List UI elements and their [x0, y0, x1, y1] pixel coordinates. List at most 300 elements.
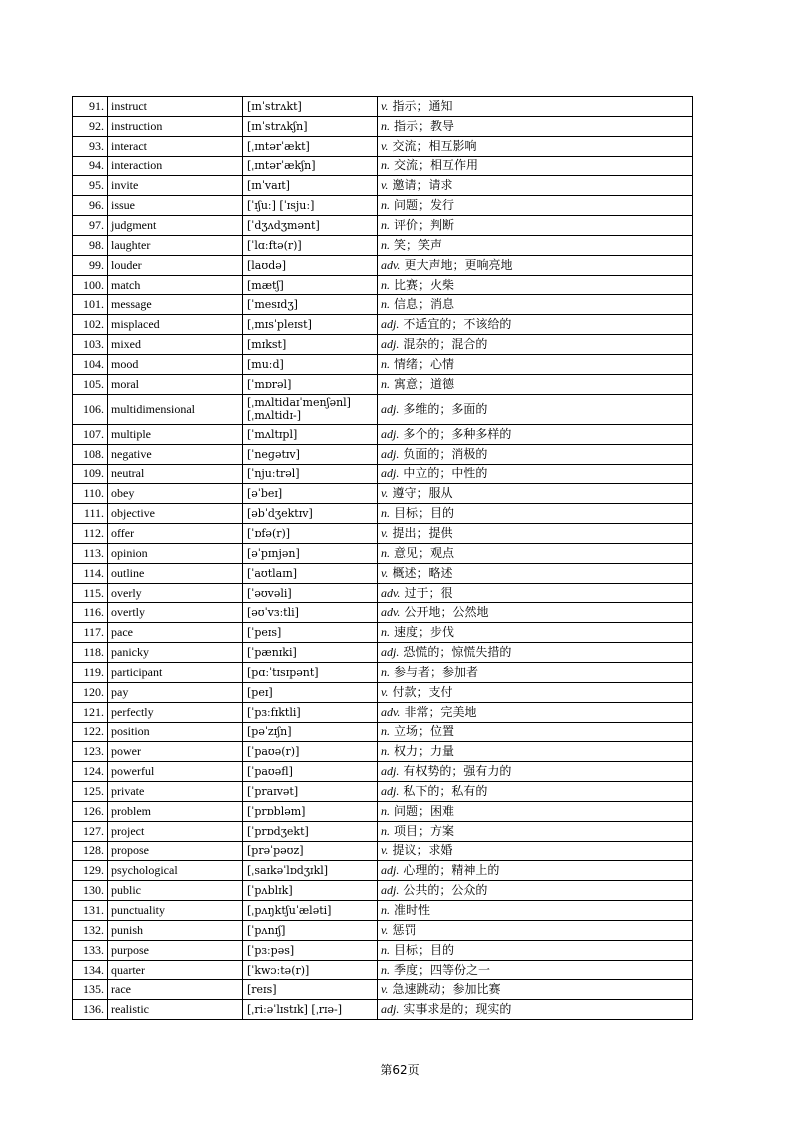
entry-phonetic: [ˈlɑːftə(r)]	[243, 235, 378, 255]
entry-meaning: 参与者；参加者	[394, 664, 479, 679]
entry-phonetic: [ˈprɒbləm]	[243, 801, 378, 821]
part-of-speech: adj.	[381, 426, 400, 441]
entry-number: 117.	[73, 623, 108, 643]
entry-number: 122.	[73, 722, 108, 742]
entry-meaning-cell	[378, 881, 693, 901]
entry-word: obey	[108, 484, 243, 504]
table-row	[73, 504, 693, 524]
entry-meaning: 负面的；消极的	[403, 446, 488, 461]
table-row	[73, 374, 693, 394]
table-row	[73, 662, 693, 682]
table-row	[73, 424, 693, 444]
entry-meaning-cell	[378, 702, 693, 722]
entry-word: overtly	[108, 603, 243, 623]
entry-meaning-cell	[378, 1000, 693, 1020]
entry-meaning-cell	[378, 354, 693, 374]
entry-word: propose	[108, 841, 243, 861]
entry-word: problem	[108, 801, 243, 821]
table-row	[73, 335, 693, 355]
table-row	[73, 444, 693, 464]
table-row	[73, 156, 693, 176]
entry-word: negative	[108, 444, 243, 464]
part-of-speech: adj.	[381, 337, 400, 352]
entry-meaning-cell	[378, 623, 693, 643]
entry-meaning: 私下的；私有的	[403, 783, 488, 798]
entry-meaning: 多个的；多种多样的	[403, 426, 512, 441]
entry-phonetic: [mɪkst]	[243, 335, 378, 355]
entry-word: purpose	[108, 940, 243, 960]
entry-meaning: 笑；笑声	[394, 237, 443, 252]
entry-meaning-cell	[378, 583, 693, 603]
entry-meaning: 遵守；服从	[392, 486, 453, 501]
entry-word: realistic	[108, 1000, 243, 1020]
part-of-speech: n.	[381, 962, 390, 977]
table-row	[73, 742, 693, 762]
entry-meaning: 提议；求婚	[392, 843, 453, 858]
entry-meaning: 意见；观点	[394, 545, 455, 560]
entry-meaning-cell	[378, 335, 693, 355]
entry-meaning-cell	[378, 315, 693, 335]
entry-word: participant	[108, 662, 243, 682]
vocabulary-table-body	[73, 97, 693, 1020]
entry-number: 104.	[73, 354, 108, 374]
part-of-speech: n.	[381, 198, 390, 213]
entry-number: 114.	[73, 563, 108, 583]
part-of-speech: n.	[381, 506, 390, 521]
table-row	[73, 901, 693, 921]
entry-number: 108.	[73, 444, 108, 464]
entry-word: multidimensional	[108, 394, 243, 424]
entry-phonetic: [ˈpaʊə(r)]	[243, 742, 378, 762]
entry-meaning: 信息；消息	[394, 297, 455, 312]
part-of-speech: n.	[381, 664, 390, 679]
entry-meaning: 公共的；公众的	[403, 883, 488, 898]
entry-phonetic: [prəˈpəʊz]	[243, 841, 378, 861]
entry-word: public	[108, 881, 243, 901]
entry-meaning-cell	[378, 940, 693, 960]
table-row	[73, 255, 693, 275]
entry-meaning-cell	[378, 464, 693, 484]
entry-meaning-cell	[378, 861, 693, 881]
entry-number: 98.	[73, 235, 108, 255]
entry-meaning: 问题；困难	[394, 803, 455, 818]
part-of-speech: n.	[381, 158, 390, 173]
entry-meaning: 提出；提供	[392, 525, 453, 540]
part-of-speech: adv.	[381, 257, 401, 272]
entry-word: laughter	[108, 235, 243, 255]
entry-meaning-cell	[378, 722, 693, 742]
part-of-speech: v.	[381, 178, 389, 193]
entry-word: offer	[108, 524, 243, 544]
entry-meaning-cell	[378, 444, 693, 464]
part-of-speech: n.	[381, 625, 390, 640]
table-row	[73, 484, 693, 504]
entry-meaning-cell	[378, 563, 693, 583]
entry-meaning: 概述；略述	[392, 565, 453, 580]
entry-meaning-cell	[378, 742, 693, 762]
entry-word: interaction	[108, 156, 243, 176]
part-of-speech: n.	[381, 277, 390, 292]
entry-meaning-cell	[378, 484, 693, 504]
entry-word: misplaced	[108, 315, 243, 335]
table-row	[73, 315, 693, 335]
entry-meaning-cell	[378, 762, 693, 782]
entry-number: 130.	[73, 881, 108, 901]
part-of-speech: n.	[381, 376, 390, 391]
entry-phonetic: [ˌmɪsˈpleɪst]	[243, 315, 378, 335]
entry-number: 109.	[73, 464, 108, 484]
entry-word: pay	[108, 682, 243, 702]
table-row	[73, 861, 693, 881]
entry-meaning: 评价；判断	[394, 217, 455, 232]
entry-phonetic: [ˈpeɪs]	[243, 623, 378, 643]
part-of-speech: n.	[381, 356, 390, 371]
entry-number: 100.	[73, 275, 108, 295]
entry-number: 94.	[73, 156, 108, 176]
part-of-speech: adj.	[381, 317, 400, 332]
table-row	[73, 920, 693, 940]
table-row	[73, 682, 693, 702]
entry-number: 92.	[73, 116, 108, 136]
entry-word: opinion	[108, 543, 243, 563]
entry-word: perfectly	[108, 702, 243, 722]
entry-word: overly	[108, 583, 243, 603]
entry-number: 112.	[73, 524, 108, 544]
part-of-speech: n.	[381, 903, 390, 918]
entry-word: powerful	[108, 762, 243, 782]
entry-meaning: 中立的；中性的	[403, 466, 488, 481]
part-of-speech: v.	[381, 525, 389, 540]
entry-word: neutral	[108, 464, 243, 484]
entry-word: position	[108, 722, 243, 742]
table-row	[73, 702, 693, 722]
part-of-speech: adj.	[381, 1002, 400, 1017]
entry-meaning: 多维的；多面的	[403, 401, 488, 416]
entry-meaning-cell	[378, 643, 693, 663]
table-row	[73, 801, 693, 821]
entry-meaning-cell	[378, 136, 693, 156]
entry-meaning: 准时性	[394, 903, 431, 918]
table-row	[73, 821, 693, 841]
entry-number: 105.	[73, 374, 108, 394]
entry-phonetic: [ˈkwɔːtə(r)]	[243, 960, 378, 980]
part-of-speech: adv.	[381, 704, 401, 719]
entry-meaning-cell	[378, 504, 693, 524]
entry-phonetic: [ˈɪʃuː] [ˈɪsjuː]	[243, 196, 378, 216]
entry-phonetic: [ˈpʌnɪʃ]	[243, 920, 378, 940]
entry-number: 95.	[73, 176, 108, 196]
entry-phonetic: [ˈmɒrəl]	[243, 374, 378, 394]
entry-meaning: 寓意；道德	[394, 376, 455, 391]
table-row	[73, 1000, 693, 1020]
part-of-speech: adj.	[381, 645, 400, 660]
table-row	[73, 394, 693, 424]
entry-meaning: 问题；发行	[394, 198, 455, 213]
entry-phonetic: [ˈdʒʌdʒmənt]	[243, 216, 378, 236]
page-number: 第62页	[380, 1063, 420, 1077]
part-of-speech: v.	[381, 98, 389, 113]
entry-meaning-cell	[378, 901, 693, 921]
entry-number: 126.	[73, 801, 108, 821]
part-of-speech: adj.	[381, 783, 400, 798]
entry-number: 121.	[73, 702, 108, 722]
entry-phonetic: [ˈəʊvəli]	[243, 583, 378, 603]
entry-number: 99.	[73, 255, 108, 275]
entry-meaning: 不适宜的；不该给的	[403, 317, 512, 332]
table-row	[73, 643, 693, 663]
entry-meaning: 付款；支付	[392, 684, 453, 699]
entry-phonetic: [laʊdə]	[243, 255, 378, 275]
part-of-speech: n.	[381, 724, 390, 739]
entry-phonetic: [ˌɪntərˈækʃn]	[243, 156, 378, 176]
table-row	[73, 940, 693, 960]
entry-word: psychological	[108, 861, 243, 881]
entry-meaning: 指示；教导	[394, 118, 455, 133]
entry-word: race	[108, 980, 243, 1000]
entry-meaning: 实事求是的；现实的	[403, 1002, 512, 1017]
entry-number: 101.	[73, 295, 108, 315]
entry-number: 134.	[73, 960, 108, 980]
entry-phonetic: [pɑːˈtɪsɪpənt]	[243, 662, 378, 682]
entry-word: power	[108, 742, 243, 762]
entry-meaning-cell	[378, 782, 693, 802]
entry-word: pace	[108, 623, 243, 643]
entry-phonetic: [ɪnˈstrʌkʃn]	[243, 116, 378, 136]
entry-number: 93.	[73, 136, 108, 156]
entry-word: invite	[108, 176, 243, 196]
entry-meaning-cell	[378, 662, 693, 682]
entry-meaning: 混杂的；混合的	[403, 337, 488, 352]
entry-meaning: 恐慌的；惊慌失措的	[403, 645, 512, 660]
entry-phonetic: [ˈpɜːfɪktli]	[243, 702, 378, 722]
entry-word: louder	[108, 255, 243, 275]
table-row	[73, 841, 693, 861]
entry-word: mood	[108, 354, 243, 374]
part-of-speech: adv.	[381, 605, 401, 620]
table-row	[73, 295, 693, 315]
entry-word: panicky	[108, 643, 243, 663]
part-of-speech: n.	[381, 118, 390, 133]
entry-meaning-cell	[378, 196, 693, 216]
table-row	[73, 524, 693, 544]
table-row	[73, 782, 693, 802]
entry-number: 123.	[73, 742, 108, 762]
part-of-speech: v.	[381, 922, 389, 937]
entry-phonetic: [muːd]	[243, 354, 378, 374]
entry-meaning: 情绪；心情	[394, 356, 455, 371]
entry-meaning-cell	[378, 235, 693, 255]
entry-number: 111.	[73, 504, 108, 524]
part-of-speech: n.	[381, 803, 390, 818]
entry-meaning-cell	[378, 543, 693, 563]
entry-number: 135.	[73, 980, 108, 1000]
entry-phonetic: [ˈmʌltɪpl]	[243, 424, 378, 444]
entry-phonetic: [ˈpɜːpəs]	[243, 940, 378, 960]
entry-word: mixed	[108, 335, 243, 355]
part-of-speech: adj.	[381, 863, 400, 878]
entry-meaning-cell	[378, 116, 693, 136]
table-row	[73, 563, 693, 583]
table-row	[73, 136, 693, 156]
entry-number: 102.	[73, 315, 108, 335]
entry-phonetic: [ˈɒfə(r)]	[243, 524, 378, 544]
table-row	[73, 354, 693, 374]
entry-phonetic: [ˈpraɪvət]	[243, 782, 378, 802]
entry-phonetic: [ˈnjuːtrəl]	[243, 464, 378, 484]
entry-meaning: 速度；步伐	[394, 625, 455, 640]
entry-meaning-cell	[378, 97, 693, 117]
part-of-speech: n.	[381, 545, 390, 560]
entry-word: quarter	[108, 960, 243, 980]
entry-meaning: 有权势的；强有力的	[403, 764, 512, 779]
entry-phonetic: [ˈaʊtlaɪn]	[243, 563, 378, 583]
entry-meaning: 立场；位置	[394, 724, 455, 739]
entry-phonetic: [ɪnˈstrʌkt]	[243, 97, 378, 117]
entry-meaning-cell	[378, 255, 693, 275]
table-row	[73, 762, 693, 782]
entry-word: objective	[108, 504, 243, 524]
entry-meaning-cell	[378, 821, 693, 841]
entry-meaning: 季度；四等份之一	[394, 962, 491, 977]
table-row	[73, 235, 693, 255]
table-row	[73, 116, 693, 136]
entry-phonetic: [ˌsaɪkəˈlɒdʒɪkl]	[243, 861, 378, 881]
table-row	[73, 176, 693, 196]
entry-number: 97.	[73, 216, 108, 236]
entry-phonetic: [ˈpʌblɪk]	[243, 881, 378, 901]
entry-phonetic: [əˈbeɪ]	[243, 484, 378, 504]
entry-meaning: 交流；相互影响	[392, 138, 477, 153]
entry-word: private	[108, 782, 243, 802]
entry-word: moral	[108, 374, 243, 394]
entry-phonetic: [əˈpɪnjən]	[243, 543, 378, 563]
entry-number: 91.	[73, 97, 108, 117]
entry-phonetic: [ˌmʌltidaɪˈmenʃənl] [ˌmʌltidɪ-]	[243, 394, 378, 424]
entry-meaning-cell	[378, 394, 693, 424]
entry-phonetic: [ˈpaʊəfl]	[243, 762, 378, 782]
entry-meaning-cell	[378, 216, 693, 236]
entry-word: message	[108, 295, 243, 315]
part-of-speech: n.	[381, 942, 390, 957]
entry-number: 133.	[73, 940, 108, 960]
entry-meaning-cell	[378, 295, 693, 315]
table-row	[73, 216, 693, 236]
entry-number: 129.	[73, 861, 108, 881]
entry-number: 113.	[73, 543, 108, 563]
entry-word: issue	[108, 196, 243, 216]
entry-word: judgment	[108, 216, 243, 236]
entry-number: 107.	[73, 424, 108, 444]
entry-meaning-cell	[378, 920, 693, 940]
entry-word: outline	[108, 563, 243, 583]
entry-word: punctuality	[108, 901, 243, 921]
part-of-speech: adj.	[381, 466, 400, 481]
part-of-speech: adj.	[381, 401, 400, 416]
entry-meaning: 比赛；火柴	[394, 277, 455, 292]
table-row	[73, 275, 693, 295]
entry-meaning-cell	[378, 524, 693, 544]
table-row	[73, 881, 693, 901]
entry-word: punish	[108, 920, 243, 940]
entry-phonetic: [ˌpʌŋktʃuˈæləti]	[243, 901, 378, 921]
table-row	[73, 97, 693, 117]
entry-word: instruct	[108, 97, 243, 117]
entry-meaning-cell	[378, 603, 693, 623]
part-of-speech: n.	[381, 744, 390, 759]
entry-phonetic: [ˌriːəˈlɪstɪk] [ˌrɪə-]	[243, 1000, 378, 1020]
part-of-speech: v.	[381, 982, 389, 997]
part-of-speech: adj.	[381, 446, 400, 461]
part-of-speech: adv.	[381, 585, 401, 600]
entry-meaning-cell	[378, 176, 693, 196]
entry-meaning: 急速跳动；参加比赛	[392, 982, 501, 997]
entry-phonetic: [ˌɪntərˈækt]	[243, 136, 378, 156]
part-of-speech: v.	[381, 843, 389, 858]
entry-number: 110.	[73, 484, 108, 504]
entry-number: 106.	[73, 394, 108, 424]
part-of-speech: adj.	[381, 883, 400, 898]
entry-number: 96.	[73, 196, 108, 216]
part-of-speech: n.	[381, 297, 390, 312]
table-row	[73, 603, 693, 623]
entry-word: instruction	[108, 116, 243, 136]
entry-phonetic: [mætʃ]	[243, 275, 378, 295]
entry-meaning: 公开地；公然地	[404, 605, 489, 620]
entry-meaning: 邀请；请求	[392, 178, 453, 193]
table-row	[73, 583, 693, 603]
entry-meaning-cell	[378, 374, 693, 394]
entry-number: 131.	[73, 901, 108, 921]
entry-meaning-cell	[378, 682, 693, 702]
entry-number: 103.	[73, 335, 108, 355]
entry-meaning-cell	[378, 275, 693, 295]
table-row	[73, 960, 693, 980]
table-row	[73, 543, 693, 563]
entry-meaning-cell	[378, 424, 693, 444]
part-of-speech: n.	[381, 237, 390, 252]
entry-meaning: 指示；通知	[392, 98, 453, 113]
entry-word: interact	[108, 136, 243, 156]
vocabulary-table	[72, 96, 693, 1020]
entry-phonetic: [ˈprɒdʒekt]	[243, 821, 378, 841]
table-row	[73, 623, 693, 643]
entry-meaning-cell	[378, 980, 693, 1000]
entry-word: project	[108, 821, 243, 841]
entry-number: 125.	[73, 782, 108, 802]
entry-meaning-cell	[378, 156, 693, 176]
entry-meaning-cell	[378, 841, 693, 861]
entry-number: 116.	[73, 603, 108, 623]
entry-number: 124.	[73, 762, 108, 782]
entry-phonetic: [pəˈzɪʃn]	[243, 722, 378, 742]
entry-number: 118.	[73, 643, 108, 663]
entry-phonetic: [ˈneɡətɪv]	[243, 444, 378, 464]
entry-phonetic: [peɪ]	[243, 682, 378, 702]
entry-phonetic: [ɪnˈvaɪt]	[243, 176, 378, 196]
entry-meaning: 过于；很	[404, 585, 453, 600]
entry-number: 120.	[73, 682, 108, 702]
entry-meaning: 权力；力量	[394, 744, 455, 759]
entry-meaning: 目标；目的	[394, 506, 455, 521]
part-of-speech: n.	[381, 823, 390, 838]
entry-number: 119.	[73, 662, 108, 682]
entry-number: 115.	[73, 583, 108, 603]
part-of-speech: n.	[381, 217, 390, 232]
entry-phonetic: [reɪs]	[243, 980, 378, 1000]
part-of-speech: v.	[381, 486, 389, 501]
part-of-speech: adj.	[381, 764, 400, 779]
entry-phonetic: [əʊˈvɜːtli]	[243, 603, 378, 623]
